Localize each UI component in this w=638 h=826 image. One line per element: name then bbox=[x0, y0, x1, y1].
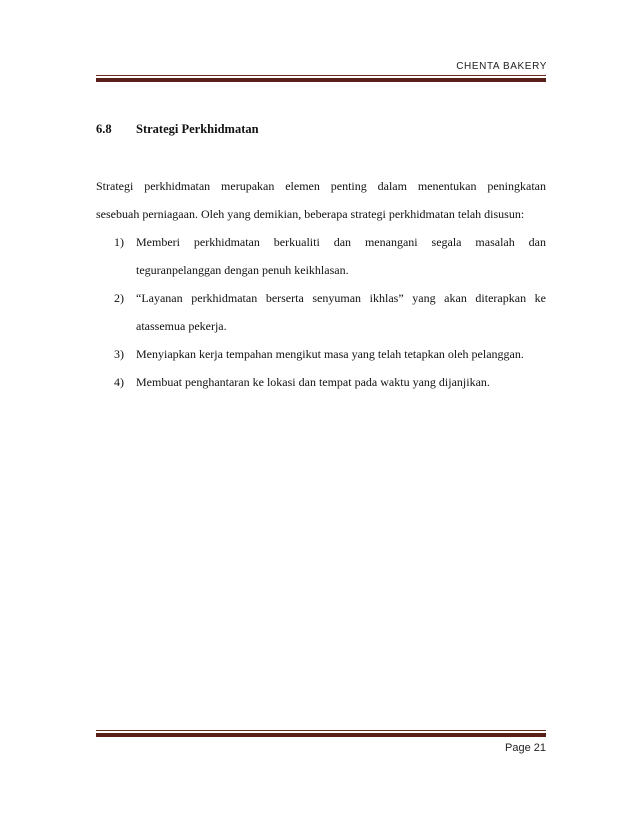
list-item-text bbox=[136, 368, 546, 396]
list-item bbox=[96, 368, 546, 396]
list-item-text bbox=[136, 340, 546, 368]
section-heading bbox=[96, 122, 259, 137]
header-title: CHENTA BAKERY bbox=[456, 61, 547, 72]
list-item-number: 4) bbox=[114, 375, 124, 389]
intro-paragraph bbox=[96, 172, 546, 228]
list-item-line: teguranpelanggan dengan penuh keikhlasan. bbox=[136, 263, 349, 277]
list-item-line: Memberi perkhidmatan berkualiti dan menangani segala masalah dan bbox=[136, 235, 546, 249]
header-rule bbox=[96, 75, 546, 82]
list-item-line: “Layanan perkhidmatan berserta senyuman ikhlas” yang akan diterapkan ke bbox=[136, 291, 546, 305]
footer-rule bbox=[96, 730, 546, 737]
header-rule-thick bbox=[96, 78, 546, 82]
section-number: 6.8 bbox=[96, 122, 112, 136]
list-item-number: 3) bbox=[114, 347, 124, 361]
strategy-list bbox=[96, 228, 546, 396]
intro-line-1: Strategi perkhidmatan merupakan elemen penting dalam menentukan peningkatan bbox=[96, 179, 546, 193]
list-item-line: Membuat penghantaran ke lokasi dan tempat pada waktu yang dijanjikan. bbox=[136, 375, 490, 389]
list-item bbox=[96, 284, 546, 340]
list-item-text bbox=[136, 228, 546, 284]
list-item-number: 2) bbox=[114, 291, 124, 305]
footer-rule-thick bbox=[96, 733, 546, 737]
list-item bbox=[96, 228, 546, 284]
intro-line-2: sesebuah perniagaan. Oleh yang demikian, beberapa strategi perkhidmatan telah disusun: bbox=[96, 207, 525, 221]
list-item-line: Menyiapkan kerja tempahan mengikut masa yang telah tetapkan oleh pelanggan. bbox=[136, 347, 524, 361]
list-item-line: atassemua pekerja. bbox=[136, 319, 227, 333]
section-title: Strategi Perkhidmatan bbox=[136, 122, 259, 136]
page-number: Page 21 bbox=[505, 742, 546, 754]
list-item-text bbox=[136, 284, 546, 340]
header-rule-thin bbox=[96, 75, 546, 76]
footer-rule-thin bbox=[96, 730, 546, 731]
list-item bbox=[96, 340, 546, 368]
list-item-number: 1) bbox=[114, 235, 124, 249]
